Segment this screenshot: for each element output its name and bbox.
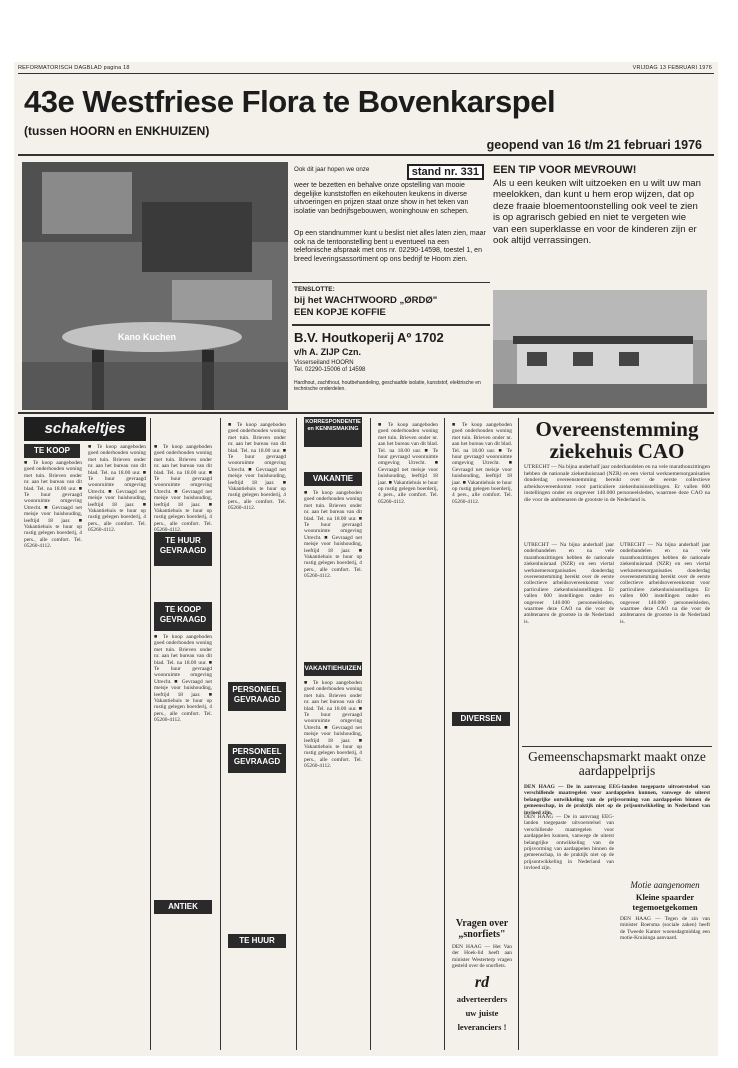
article-snorfiets-title: Vragen over „snorfiets" xyxy=(455,918,509,940)
classifieds-logo: schakeltjes xyxy=(24,417,146,441)
article-aardappel-title: Gemeenschapsmarkt maakt onze aardappelprijs xyxy=(528,749,706,778)
classified-col-4: ■ Te koop aangeboden goed onderhouden woning met tuin. Brieven onder nr. aan het bureau van dit blad. Tel. na 18.00 uur. ■ Te huur gevraagd woonruimte omgeving Utrecht. ■ Gevraagd net meisje voor huishouding, leeftijd 18 jaar. ■ Vakantiehuis te huur op rustig gelegen boerderij, 4 pers., alle comfort. Tel. 05260-4112. xyxy=(228,422,286,512)
classified-col-3b: ■ Te koop aangeboden goed onderhouden woning met tuin. Brieven onder nr. aan het bureau van dit blad. Tel. na 18.00 uur. ■ Te huur gevraagd woonruimte omgeving Utrecht. ■ Gevraagd net meisje voor huishouding, leeftijd 18 jaar. ■ Vakantiehuis te huur op rustig gelegen boerderij, 4 pers., alle comfort. Tel. 05260-4112. xyxy=(154,634,212,724)
page-header-right: VRIJDAG 13 FEBRUARI 1976 xyxy=(632,65,712,71)
company-subtitle: v/h A. ZIJP Czn. xyxy=(294,347,362,357)
section-diversen: DIVERSEN xyxy=(452,712,510,726)
article-ziekenhuis-text: UTRECHT — Na bijna anderhalf jaar onderhandelen en na vele marathonzittingen hebben de nationale ziekenhuisraad (NZR) en een viertal werknemersorganisaties donderdag overeenstemming bereikt over de eerste collectieve arbeidsovereenkomst voor particuliere ziekenhuisinstellingen. Er vallen 600 instellingen onder en ongeveer 140.000 personeelsleden, waarmee deze CAO na die voor de ambtenaren de grootste in de Nederland is. xyxy=(524,464,710,503)
classified-col-5a: ■ Te koop aangeboden goed onderhouden woning met tuin. Brieven onder nr. aan het bureau van dit blad. Tel. na 18.00 uur. ■ Te huur gevraagd woonruimte omgeving Utrecht. ■ Gevraagd net meisje voor huishouding, leeftijd 18 jaar. ■ Vakantiehuis te huur op rustig gelegen boerderij, 4 pers., alle comfort. Tel. 05260-4112. xyxy=(304,490,362,580)
newspaper-page xyxy=(14,62,718,1056)
article-aardappel-col-a: DEN HAAG — De in aanvraag EEG-landen toegepaste uitvoerstelsel van verschillende maatregelen voor aardappelen kunnen, vanwege de uiterst belangrijke ontwikkeling van de prijsvorming van aardappelen binnen de gemeenschap, in de praktijk niet op de prijsontwikkeling in Nederland van invloed zijn. xyxy=(524,814,614,872)
article-snorfiets-text: DEN HAAG — Het Van der Hoek-lid heeft aan minister Westerterp vragen gesteld over de snorfiets. xyxy=(452,944,512,970)
article-aardappel-lead: DEN HAAG — De in aanvraag EEG-landen toegepaste uitvoerstelsel van verschillende maatregelen voor aardappelen kunnen, vanwege de uiterst belangrijke ontwikkeling van de prijsvorming van aardappelen binnen de gemeenschap, in de praktijk niet op de prijsontwikkeling in Nederland van invloed zijn. xyxy=(524,784,710,816)
rd-logo: rd xyxy=(474,974,490,991)
company-footer: Hardhout, zachthout, houtbehandeling, geschaafde isolatie, kunststof, elektrische en technische onderdelen. xyxy=(294,380,481,392)
article-ziekenhuis-col-a: UTRECHT — Na bijna anderhalf jaar onderhandelen en na vele marathonzittingen hebben de nationale ziekenhuisraad (NZR) en een viertal werknemersorganisaties donderdag overeenstemming bereikt over de eerste collectieve arbeidsovereenkomst voor particuliere ziekenhuisinstellingen. Er vallen 600 instellingen onder en ongeveer 140.000 personeelsleden, waarmee deze CAO na die voor de ambtenaren de grootste in de Nederland is. xyxy=(524,542,614,625)
ad-intro: Ook dit jaar hopen we onze xyxy=(294,166,370,173)
rd-line-3: leveranciers ! xyxy=(457,1022,507,1032)
article-motie-subtitle: Kleine spaarder tegemoetgekomen xyxy=(632,892,698,912)
article-ziekenhuis-title: Overeenstemming ziekehuis CAO xyxy=(535,417,699,463)
tip-body: Als u een keuken wilt uitzoeken en u wilt uw man meelokken, dan kunt u hem erop wijzen, dat op deze fraaie bloementoonstelling ook veel te zien is op agrarisch gebied en niet te vergeten wie van een superklasse en voor de kinderen zijn er ook altijd verrassingen. xyxy=(493,178,701,247)
page-header-left: REFORMATORISCH DAGBLAD pagina 18 xyxy=(18,65,130,71)
kitchen-photo xyxy=(22,162,288,410)
stand-number-badge: stand nr. 331 xyxy=(407,164,484,180)
section-te-huur: TE HUUR xyxy=(228,934,286,948)
company-name: B.V. Houtkoperij Aº 1702 xyxy=(294,330,444,345)
article-motie-title: Motie aangenomen xyxy=(630,880,700,890)
houtkoperij-ad xyxy=(292,164,490,408)
section-personeel-gevraagd: PERSONEEL GEVRAAGD xyxy=(228,682,286,711)
rd-line-1: adverteerders xyxy=(456,994,508,1004)
section-korrespondentie: KORRESPONDENTIE en KENNISMAKING xyxy=(304,417,362,447)
dates-line: geopend van 16 t/m 21 februari 1976 xyxy=(486,138,702,152)
section-personeel-gevraagd-2: PERSONEEL GEVRAAGD xyxy=(228,744,286,773)
headline: 43e Westfriese Flora te Bovenkarspel xyxy=(24,84,556,119)
article-motie-text: DEN HAAG — Tegen de zin van minister Boersma (sociale zaken) heeft de Tweede Kamer woensdagmiddag een motie-Kruisinga aanvaard. xyxy=(620,916,710,942)
ad-body-1: weer te bezetten en behalve onze opstelling van mooie degelijke kunststoffen en eikehouten keukens in diverse uitvoeringen en prijzen staat onze show in het teken van isolatie van bedrijfsgebouwen, woninghouw en schepen. xyxy=(294,182,469,215)
section-antiek: ANTIEK xyxy=(154,900,212,914)
classified-col-6: ■ Te koop aangeboden goed onderhouden woning met tuin. Brieven onder nr. aan het bureau van dit blad. Tel. na 18.00 uur. ■ Te huur gevraagd woonruimte omgeving Utrecht. ■ Gevraagd net meisje voor huishouding, leeftijd 18 jaar. ■ Vakantiehuis te huur op rustig gelegen boerderij, 4 pers., alle comfort. Tel. 05260-4112. xyxy=(378,422,438,505)
photo-caption: Kano Kuchen xyxy=(118,332,177,342)
ad-tenslotte: TENSLOTTE: xyxy=(294,286,335,293)
section-te-koop: TE KOOP xyxy=(24,444,80,458)
ad-coffee: EEN KOPJE KOFFIE xyxy=(294,307,386,318)
headline-rule xyxy=(18,154,714,156)
section-vakantiehuizen: VAKANTIEHUIZEN xyxy=(304,662,362,676)
classified-col-1: ■ Te koop aangeboden goed onderhouden woning met tuin. Brieven onder nr. aan het bureau van dit blad. Tel. na 18.00 uur. ■ Te huur gevraagd woonruimte omgeving Utrecht. ■ Gevraagd net meisje voor huishouding, leeftijd 18 jaar. ■ Vakantiehuis te huur op rustig gelegen boerderij, 4 pers., alle comfort. Tel. 05260-4112. xyxy=(24,460,82,550)
section-rule xyxy=(18,412,714,414)
classified-col-7: ■ Te koop aangeboden goed onderhouden woning met tuin. Brieven onder nr. aan het bureau van dit blad. Tel. na 18.00 uur. ■ Te huur gevraagd woonruimte omgeving Utrecht. ■ Gevraagd net meisje voor huishouding, leeftijd 18 jaar. ■ Vakantiehuis te huur op rustig gelegen boerderij, 4 pers., alle comfort. Tel. 05260-4112. xyxy=(452,422,512,505)
factory-photo xyxy=(493,290,707,408)
classified-col-5b: ■ Te koop aangeboden goed onderhouden woning met tuin. Brieven onder nr. aan het bureau van dit blad. Tel. na 18.00 uur. ■ Te huur gevraagd woonruimte omgeving Utrecht. ■ Gevraagd net meisje voor huishouding, leeftijd 18 jaar. ■ Vakantiehuis te huur op rustig gelegen boerderij, 4 pers., alle comfort. Tel. 05260-4112. xyxy=(304,680,362,770)
subheadline: (tussen HOORN en ENKHUIZEN) xyxy=(24,124,210,138)
ad-password: bij het WACHTWOORD „ØRDØ" xyxy=(294,295,438,306)
company-address: Visserseiland HOORN xyxy=(294,360,354,366)
tip-title: EEN TIP VOOR MEVROUW! xyxy=(493,164,637,176)
section-te-huur-gevraagd: TE HUUR GEVRAAGD xyxy=(154,532,212,566)
header-rule xyxy=(18,73,714,74)
classified-col-3a: ■ Te koop aangeboden goed onderhouden woning met tuin. Brieven onder nr. aan het bureau van dit blad. Tel. na 18.00 uur. ■ Te huur gevraagd woonruimte omgeving Utrecht. ■ Gevraagd net meisje voor huishouding, leeftijd 18 jaar. ■ Vakantiehuis te huur op rustig gelegen boerderij, 4 pers., alle comfort. Tel. 05260-4112. xyxy=(154,444,212,534)
section-vakantie: VAKANTIE xyxy=(304,472,362,486)
section-te-koop-gevraagd: TE KOOP GEVRAAGD xyxy=(154,602,212,631)
classified-col-2: ■ Te koop aangeboden goed onderhouden woning met tuin. Brieven onder nr. aan het bureau van dit blad. Tel. na 18.00 uur. ■ Te huur gevraagd woonruimte omgeving Utrecht. ■ Gevraagd net meisje voor huishouding, leeftijd 18 jaar. ■ Vakantiehuis te huur op rustig gelegen boerderij, 4 pers., alle comfort. Tel. 05260-4112. xyxy=(88,444,146,534)
ad-body-2: Op een standnummer kunt u beslist niet alles laten zien, maar ook na de tentoonstelling bent u eventueel na een telefonische afspraak met ons nr. 02290-14598, toestel 1, en breed leveringsassortiment op ons bedrijf te Hoorn zien. xyxy=(294,230,486,263)
article-ziekenhuis-col-b: UTRECHT — Na bijna anderhalf jaar onderhandelen en na vele marathonzittingen hebben de nationale ziekenhuisraad (NZR) en een viertal werknemersorganisaties donderdag overeenstemming bereikt over de eerste collectieve arbeidsovereenkomst voor particuliere ziekenhuisinstellingen. Er vallen 600 instellingen onder en ongeveer 140.000 personeelsleden, waarmee deze CAO na die voor de ambtenaren de grootste in de Nederland is. xyxy=(620,542,710,625)
company-phone: Tel. 02290-15006 of 14598 xyxy=(294,367,366,373)
rd-line-2: uw juiste xyxy=(465,1008,499,1018)
